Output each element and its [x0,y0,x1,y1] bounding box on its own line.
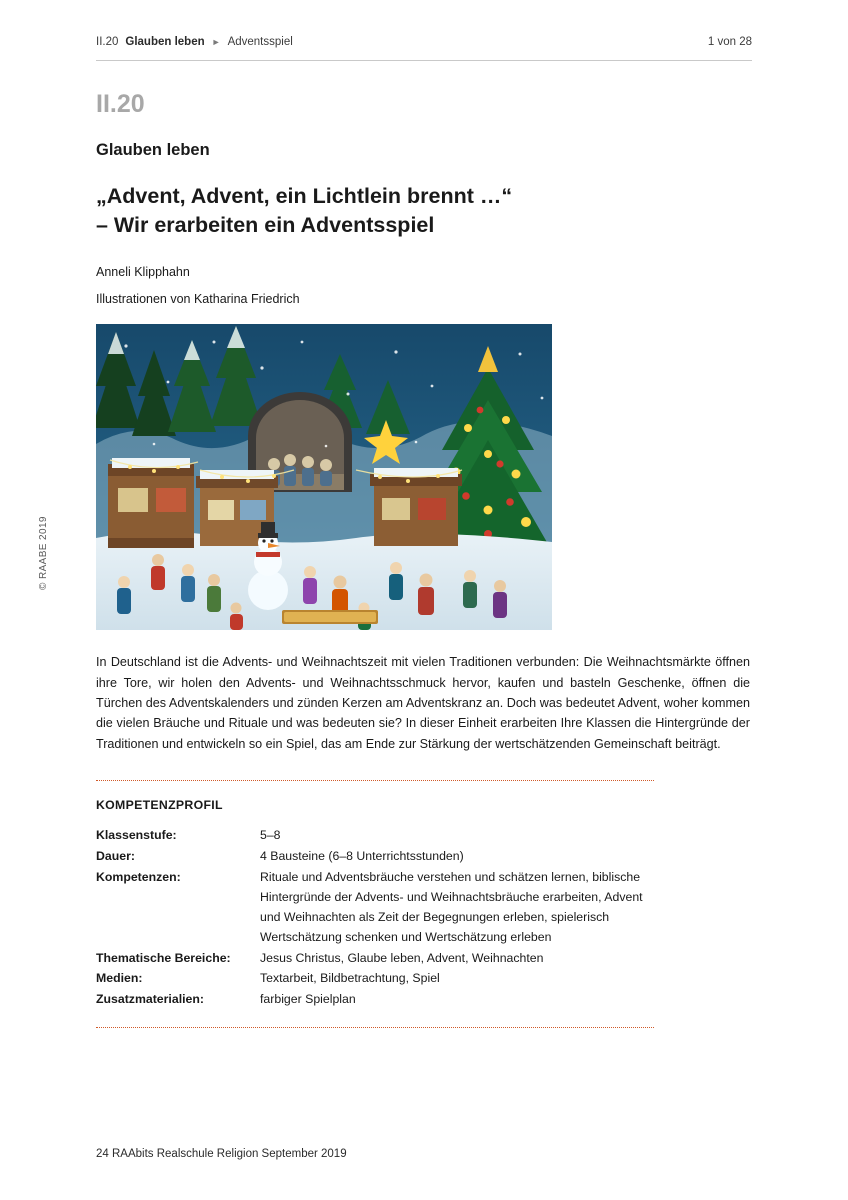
header-divider [96,60,752,61]
row-label: Kompetenzen: [96,869,181,884]
row-value: farbiger Spielplan [260,992,356,1007]
table-row [96,949,656,970]
weihnachtsmarkt-illustration [96,324,552,630]
kompetenzprofil-table [96,826,656,1011]
row-value: Textarbeit, Bildbetrachtung, Spiel [260,971,440,986]
series-title: Glauben leben [96,141,210,159]
header-topic: Adventsspiel [227,36,293,48]
header-breadcrumb [96,36,293,48]
page-footer: 24 RAAbits Realschule Religion September 2019 [96,1148,347,1160]
row-label: Dauer: [96,849,135,864]
title-line-1: „Advent, Advent, ein Lichtlein brennt …“ [96,184,513,208]
author-name: Anneli Klipphahn [96,265,190,280]
row-value: 4 Bausteine (6–8 Unterrichtsstunden) [260,849,464,864]
row-label: Thematische Bereiche: [96,950,231,965]
illustration-graphic [96,324,552,630]
header-chapter-code: II.20 [96,36,119,48]
main-content [96,92,752,1028]
row-label: Klassenstufe: [96,828,177,843]
row-label: Zusatzmaterialien: [96,992,204,1007]
table-row [96,847,656,868]
kompetenzprofil-divider-bottom [96,1027,654,1028]
row-value: Jesus Christus, Glaube leben, Advent, Weihnachten [260,950,544,965]
running-header [96,36,752,48]
table-row [96,990,656,1011]
table-row [96,826,656,847]
title-line-2: – Wir erarbeiten ein Adventsspiel [96,212,435,237]
row-label: Medien: [96,971,143,986]
page-title [96,182,752,239]
kompetenzprofil-heading: KOMPETENZPROFIL [96,798,223,813]
kompetenzprofil-divider-top [96,780,654,781]
header-section-title: Glauben leben [125,36,205,48]
side-copyright: © RAABE 2019 [38,516,49,590]
row-value: 5–8 [260,828,281,843]
page-indicator: 1 von 28 [707,36,752,48]
row-value: Rituale und Adventsbräuche verstehen und schätzen lernen, biblische Hintergründe der Advents- und Weihnachtsbräuche erarbeiten, Advent und Weihnachten als Zeit der Begegnungen erleben, spielerisch Wertschätzung schenken und Wertschätzung erleben [260,869,643,944]
table-row [96,868,656,949]
intro-paragraph: In Deutschland ist die Advents- und Weihnachtszeit mit vielen Traditionen verbunden: Die Weihnachtsmärkte öffnen ihre Tore, wir holen den Advents- und Weihnachtsschmuck hervor, kaufen und basteln Geschenke, öffnen die Türchen des Adventskalenders und zünden Kerzen am Adventskranz an. Doch was bedeutet Advent, woher kommen die vielen Bräuche und Rituale und was bedeuten sie? In dieser Einheit erarbeiten Ihre Klassen die Hintergründe der Traditionen und entwickeln so ein Spiel, das am Ende zur Stärkung der wertschätzenden Gemeinschaft beiträgt. [96,655,750,751]
table-row [96,969,656,990]
chapter-number: II.20 [96,90,145,118]
breadcrumb-arrow-icon: ► [211,36,221,47]
illustrator-credit: Illustrationen von Katharina Friedrich [96,292,300,307]
